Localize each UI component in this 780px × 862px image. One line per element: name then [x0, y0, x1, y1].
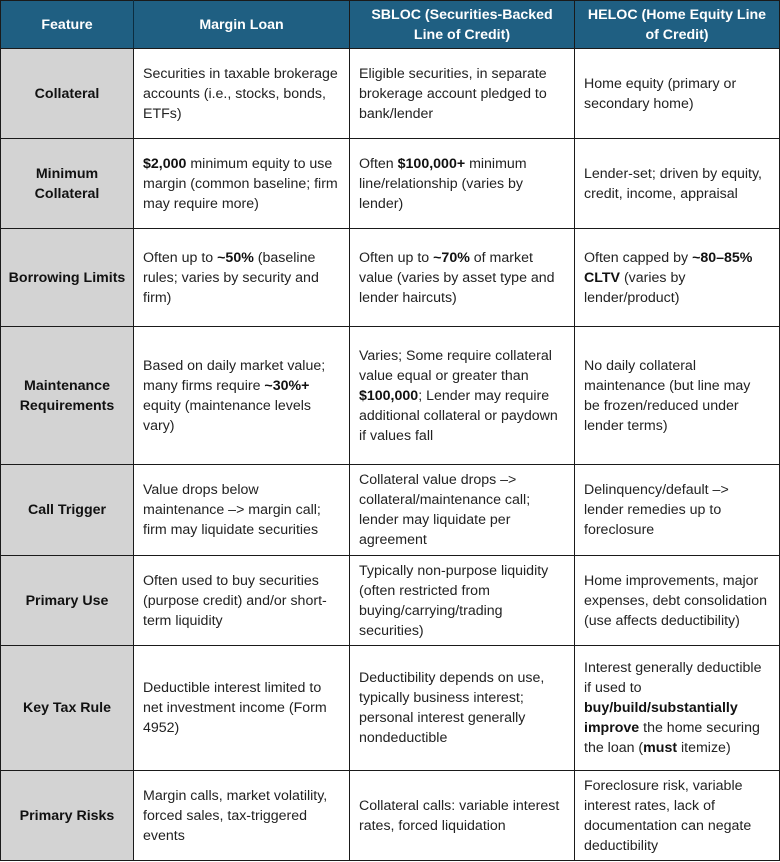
table-row: [1, 465, 780, 556]
table-row: [1, 646, 780, 771]
feature-label: Primary Use: [1, 556, 134, 646]
margin-loan-cell: Margin calls, market volatility, forced sales, tax-triggered events: [134, 771, 350, 861]
sbloc-cell: Typically non-purpose liquidity (often restricted from buying/carrying/trading securities): [350, 556, 575, 646]
table-row: [1, 327, 780, 465]
feature-label: Maintenance Requirements: [1, 327, 134, 465]
heloc-cell: Interest generally deductible if used to buy/build/substantially improve the home securing the loan (must itemize): [575, 646, 780, 771]
table-header: [1, 1, 780, 49]
feature-label: Primary Risks: [1, 771, 134, 861]
table-row: [1, 139, 780, 229]
sbloc-cell: Varies; Some require collateral value equal or greater than $100,000; Lender may require additional collateral or paydown if values fall: [350, 327, 575, 465]
margin-loan-cell: Securities in taxable brokerage accounts (i.e., stocks, bonds, ETFs): [134, 49, 350, 139]
feature-label: Minimum Collateral: [1, 139, 134, 229]
emphasis-text: $100,000+: [397, 155, 466, 172]
feature-label: Key Tax Rule: [1, 646, 134, 771]
table-body: [1, 49, 780, 861]
heloc-cell: Lender-set; driven by equity, credit, income, appraisal: [575, 139, 780, 229]
emphasis-text: must: [643, 740, 678, 756]
table-row: [1, 49, 780, 139]
emphasis-text: ~30%+: [264, 377, 310, 394]
heloc-cell: Often capped by ~80–85% CLTV (varies by lender/product): [575, 229, 780, 327]
emphasis-text: ~70%: [433, 249, 470, 266]
header-feature: Feature: [1, 1, 134, 49]
heloc-cell: Delinquency/default –> lender remedies up to foreclosure: [575, 465, 780, 556]
emphasis-text: ~50%: [217, 249, 254, 266]
feature-label: Collateral: [1, 49, 134, 139]
heloc-cell: No daily collateral maintenance (but line may be frozen/reduced under lender terms): [575, 327, 780, 465]
heloc-cell: Home improvements, major expenses, debt consolidation (use affects deductibility): [575, 556, 780, 646]
feature-label: Call Trigger: [1, 465, 134, 556]
sbloc-cell: Collateral calls: variable interest rates, forced liquidation: [350, 771, 575, 861]
sbloc-cell: Collateral value drops –> collateral/maintenance call; lender may liquidate per agreement: [350, 465, 575, 556]
emphasis-text: ~80–85% CLTV: [584, 249, 753, 286]
header-row: [1, 1, 780, 49]
feature-label: Borrowing Limits: [1, 229, 134, 327]
header-sbloc: SBLOC (Securities-Backed Line of Credit): [350, 1, 575, 49]
sbloc-cell: Often up to ~70% of market value (varies by asset type and lender haircuts): [350, 229, 575, 327]
table-row: [1, 771, 780, 861]
margin-loan-cell: Value drops below maintenance –> margin call; firm may liquidate securities: [134, 465, 350, 556]
margin-loan-cell: $2,000 minimum equity to use margin (common baseline; firm may require more): [134, 139, 350, 229]
header-heloc: HELOC (Home Equity Line of Credit): [575, 1, 780, 49]
sbloc-cell: Deductibility depends on use, typically business interest; personal interest generally nondeductible: [350, 646, 575, 771]
table-row: [1, 556, 780, 646]
heloc-cell: Home equity (primary or secondary home): [575, 49, 780, 139]
heloc-cell: Foreclosure risk, variable interest rates, lack of documentation can negate deductibility: [575, 771, 780, 861]
margin-loan-cell: Deductible interest limited to net investment income (Form 4952): [134, 646, 350, 771]
margin-loan-cell: Often used to buy securities (purpose credit) and/or short-term liquidity: [134, 556, 350, 646]
margin-loan-cell: Often up to ~50% (baseline rules; varies by security and firm): [134, 229, 350, 327]
margin-loan-cell: Based on daily market value; many firms require ~30%+ equity (maintenance levels vary): [134, 327, 350, 465]
emphasis-text: buy/build/substantially improve: [584, 700, 738, 736]
emphasis-text: $2,000: [143, 155, 187, 172]
table-row: [1, 229, 780, 327]
emphasis-text: $100,000: [359, 387, 419, 404]
sbloc-cell: Eligible securities, in separate brokerage account pledged to bank/lender: [350, 49, 575, 139]
header-margin-loan: Margin Loan: [134, 1, 350, 49]
sbloc-cell: Often $100,000+ minimum line/relationship (varies by lender): [350, 139, 575, 229]
